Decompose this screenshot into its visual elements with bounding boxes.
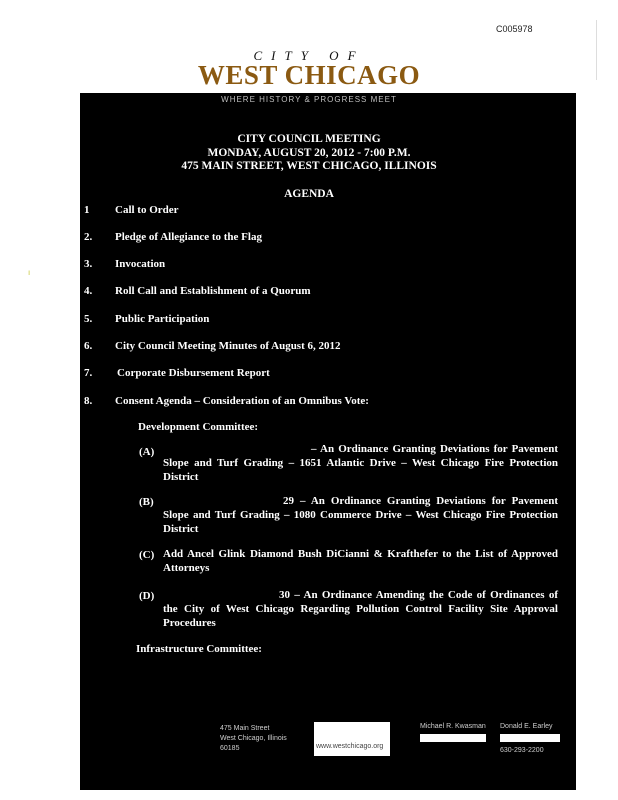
- footer-address: [220, 724, 287, 754]
- item-number: 8.: [84, 395, 93, 407]
- agenda-item: Corporate Disbursement Report: [117, 367, 270, 379]
- development-committee-heading: Development Committee:: [138, 421, 259, 433]
- agenda-item: City Council Meeting Minutes of August 6, 2012: [115, 340, 341, 352]
- item-number: 1: [84, 204, 90, 216]
- item-number: 3.: [84, 258, 93, 270]
- sub-item-text: Add Ancel Glink Diamond Bush DiCianni & Krafthefer to the List of Approved Attorneys: [163, 548, 558, 574]
- meeting-date: MONDAY, AUGUST 20, 2012 - 7:00 P.M.: [207, 147, 411, 159]
- document-id: C005978: [496, 24, 533, 34]
- footer-web-box: [314, 722, 390, 756]
- item-number: 2.: [84, 231, 93, 243]
- sub-item-letter: (D): [139, 590, 155, 602]
- item-number: 5.: [84, 313, 93, 325]
- agenda-heading: AGENDA: [284, 188, 334, 200]
- agenda-item: Roll Call and Establishment of a Quorum: [115, 285, 311, 297]
- item-number: 6.: [84, 340, 93, 352]
- meeting-location: 475 MAIN STREET, WEST CHICAGO, ILLINOIS: [181, 160, 437, 172]
- sub-item-text: 29 – An Ordinance Granting Deviations for Pavement Slope and Turf Grading – 1080 Commerce Drive – West Chicago Fire Protection District: [163, 495, 558, 535]
- logo-city-name: WEST CHICAGO: [197, 60, 421, 90]
- footer-name-2: Donald E. Earley: [500, 723, 553, 730]
- sub-item-letter: (C): [139, 549, 155, 561]
- footer-website: www.westchicago.org: [316, 743, 384, 750]
- footer-name-1: Michael R. Kwasman: [420, 723, 486, 730]
- footer-address-line3: 60185: [220, 745, 240, 752]
- item-number: 7.: [84, 367, 93, 379]
- sub-item-letter: (A): [139, 446, 155, 458]
- meeting-title: CITY COUNCIL MEETING: [237, 133, 381, 145]
- agenda-item: Call to Order: [115, 204, 179, 216]
- item-number: 4.: [84, 285, 93, 297]
- infrastructure-committee-heading: Infrastructure Committee:: [136, 643, 262, 655]
- footer-redaction-box: [500, 734, 560, 742]
- footer-address-line2: West Chicago, Illinois: [220, 735, 287, 742]
- sub-item-text: 30 – An Ordinance Amending the Code of Ordinances of the City of West Chicago Regarding Pollution Control Facility Site Approval Procedures: [163, 589, 558, 629]
- agenda-item: Invocation: [115, 258, 166, 270]
- logo-city-of: CITY OF: [253, 48, 365, 63]
- sub-item-letter: (B): [139, 496, 154, 508]
- agenda-item: Consent Agenda – Consideration of an Omnibus Vote:: [115, 395, 369, 407]
- footer-redaction-box: [420, 734, 486, 742]
- footer-address-line1: 475 Main Street: [220, 725, 270, 732]
- agenda-item: Public Participation: [115, 313, 210, 325]
- scan-speck: ı: [28, 268, 31, 277]
- sub-item-text: – An Ordinance Granting Deviations for Pavement Slope and Turf Grading – 1651 Atlantic Drive – West Chicago Fire Protection District: [163, 443, 558, 483]
- logo-motto: WHERE HISTORY & PROGRESS MEET: [221, 95, 397, 104]
- footer-phone: 630-293-2200: [500, 747, 544, 754]
- agenda-item: Pledge of Allegiance to the Flag: [115, 231, 262, 243]
